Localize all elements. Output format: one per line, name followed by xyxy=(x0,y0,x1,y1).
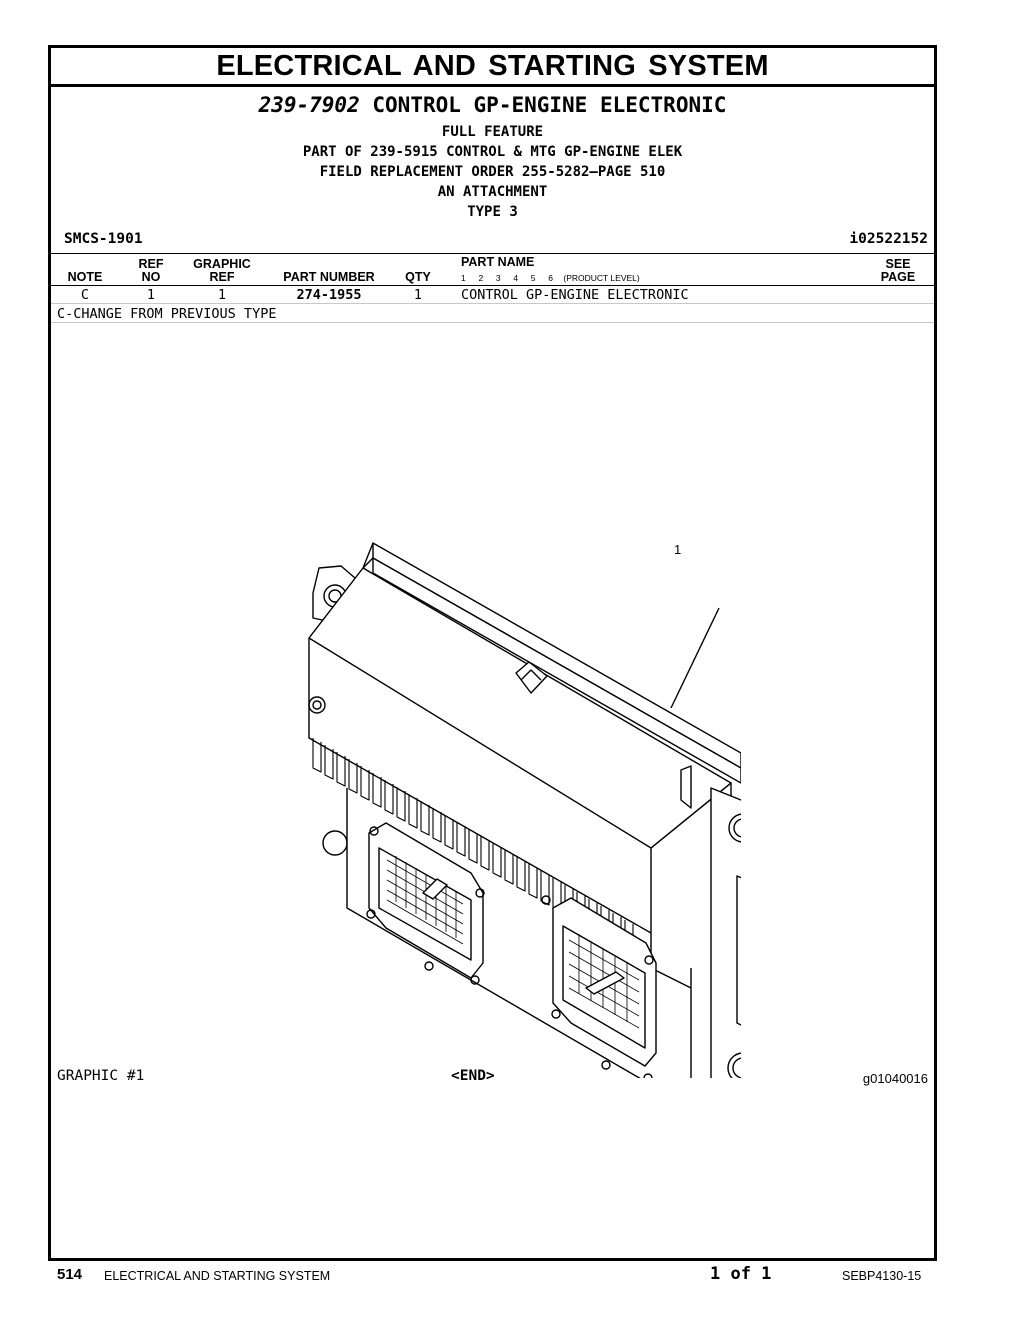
page-of: 1 of 1 xyxy=(710,1264,772,1284)
subheading-2: PART OF 239-5915 CONTROL & MTG GP-ENGINE ELEK xyxy=(302,144,683,160)
header-note: NOTE xyxy=(67,270,103,284)
header-rule xyxy=(51,285,934,286)
header-graphic-top: GRAPHIC xyxy=(193,257,251,271)
subheading-4: AN ATTACHMENT xyxy=(437,184,548,200)
cell-part-number: 274-1955 xyxy=(296,287,362,303)
header-part-number: PART NUMBER xyxy=(283,270,375,284)
cell-ref-no: 1 xyxy=(146,287,156,303)
page-title: ELECTRICAL AND STARTING SYSTEM xyxy=(216,50,769,82)
header-ref-top: REF xyxy=(138,257,164,271)
subheading-5: TYPE 3 xyxy=(467,204,518,220)
header-see-top: SEE xyxy=(885,257,911,271)
graphic-id: g01040016 xyxy=(862,1071,928,1086)
callout-1: 1 xyxy=(674,542,682,557)
header-see-bottom: PAGE xyxy=(880,270,916,284)
cell-part-name: CONTROL GP-ENGINE ELECTRONIC xyxy=(461,287,689,303)
header-graphic-bottom: REF xyxy=(209,270,235,284)
engine-ecm-drawing xyxy=(241,488,741,1078)
page-number: 514 xyxy=(57,1266,83,1283)
group-name: CONTROL GP-ENGINE ELECTRONIC xyxy=(372,93,727,117)
page-frame xyxy=(48,45,937,1261)
legend-rule xyxy=(51,322,934,323)
note-legend: C-CHANGE FROM PREVIOUS TYPE xyxy=(57,306,277,322)
cell-graphic-ref: 1 xyxy=(217,287,227,303)
product-level-label: (PRODUCT LEVEL) xyxy=(563,273,640,283)
row-rule xyxy=(51,303,934,304)
table-top-rule xyxy=(51,253,934,254)
footer-section: ELECTRICAL AND STARTING SYSTEM xyxy=(104,1269,331,1283)
graphic-label: GRAPHIC #1 xyxy=(57,1068,145,1084)
end-marker: <END> xyxy=(451,1068,495,1084)
header-ref-bottom: NO xyxy=(141,270,161,284)
doc-id: i02522152 xyxy=(849,231,928,247)
subheading-3: FIELD REPLACEMENT ORDER 255-5282—PAGE 510 xyxy=(319,164,666,180)
subheading-1: FULL FEATURE xyxy=(441,124,544,140)
doc-number: SEBP4130-15 xyxy=(842,1269,922,1283)
title-bar xyxy=(51,48,934,87)
group-number: 239-7902 xyxy=(258,93,360,117)
group-heading xyxy=(51,93,934,117)
page-footer xyxy=(0,1263,1020,1293)
header-part-name: PART NAME xyxy=(461,255,535,269)
cell-qty: 1 xyxy=(413,287,423,303)
product-level-numbers: 1 2 3 4 5 6 xyxy=(461,273,553,283)
header-qty: QTY xyxy=(405,270,431,284)
smcs-code: SMCS-1901 xyxy=(64,231,143,247)
cell-note: C xyxy=(80,287,90,303)
header-product-levels xyxy=(461,273,640,283)
